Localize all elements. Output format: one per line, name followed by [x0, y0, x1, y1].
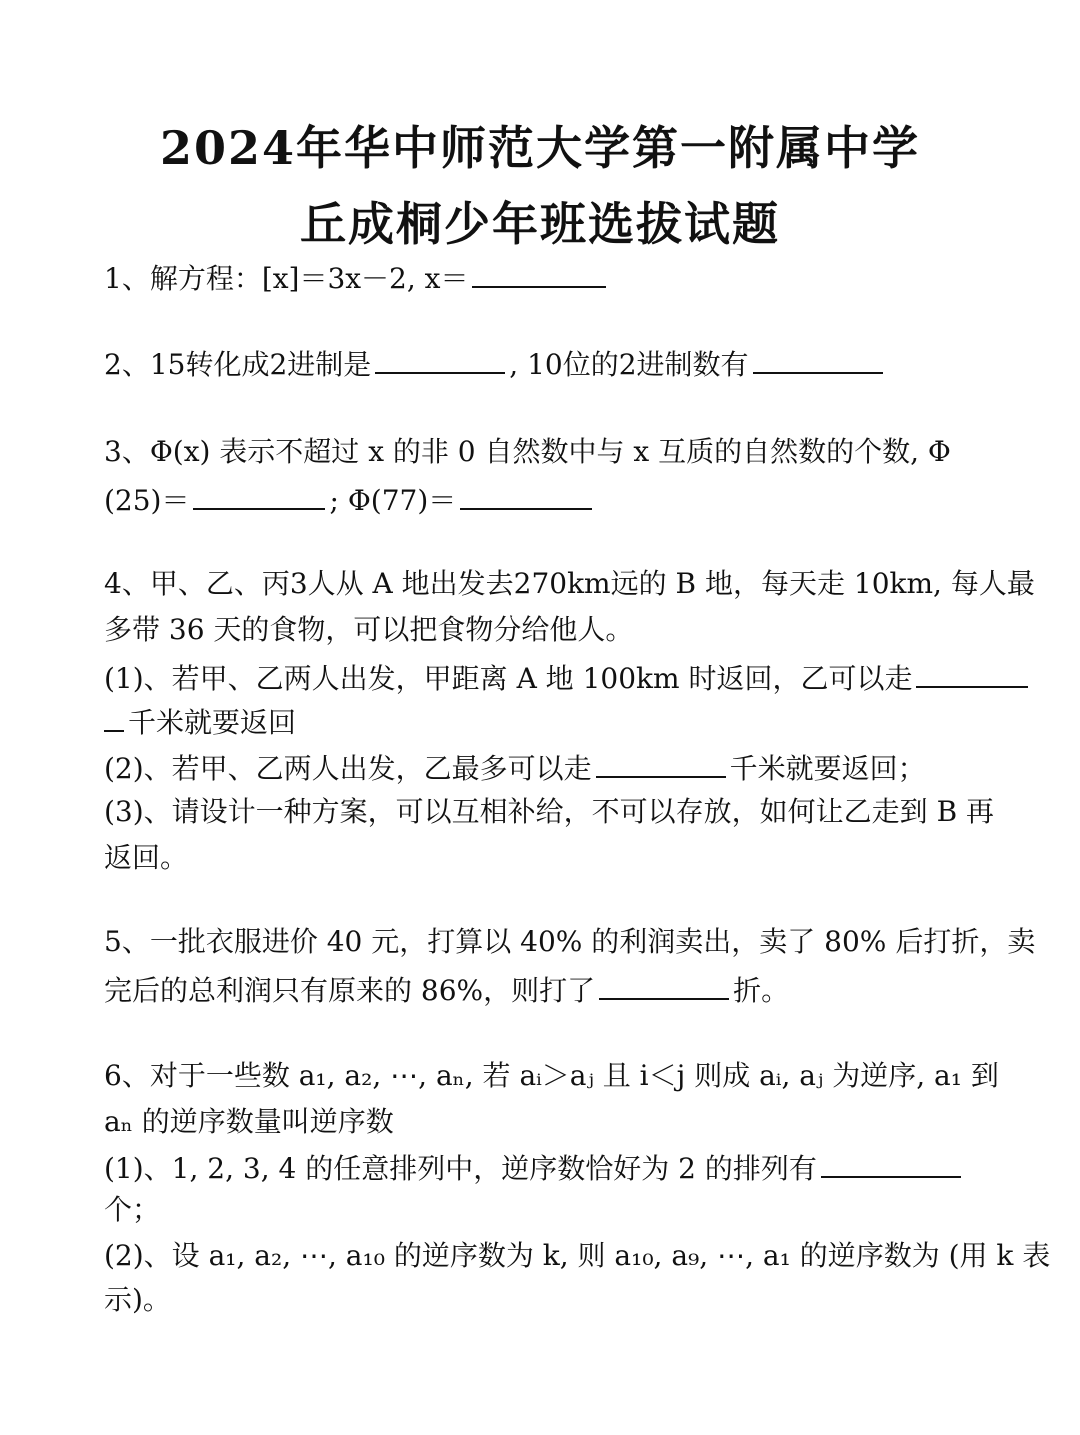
question-4-part3-line1: (3)、请设计一种方案，可以互相补给，不可以存放，如何让乙走到 B 再: [104, 795, 995, 828]
question-3-text-b: ; Φ(77)＝: [329, 484, 457, 517]
answer-blank: [753, 342, 883, 374]
exam-title-line2: 丘成桐少年班选拔试题: [300, 197, 780, 251]
question-2-text-a: 2、15转化成2进制是: [104, 348, 372, 381]
question-5-line2: [104, 968, 984, 1011]
answer-blank: [596, 746, 726, 778]
question-5-line1: 5、一批衣服进价 40 元，打算以 40% 的利润卖出，卖了 80% 后打折，卖: [104, 925, 1036, 958]
question-6-part1-line1: [104, 1146, 984, 1189]
question-2: [104, 342, 984, 385]
question-6-part2-line1: (2)、设 a₁, a₂, ⋯, a₁₀ 的逆序数为 k, 则 a₁₀, a₉, ⋯, a₁ 的逆序数为 (用 k 表: [104, 1239, 1051, 1272]
question-1-text: 1、解方程：[x]＝3x－2, x＝: [104, 262, 469, 295]
answer-blank: [472, 256, 606, 288]
question-3-text-a: (25)＝: [104, 484, 190, 517]
question-6-line1: 6、对于一些数 a₁, a₂, ⋯, aₙ, 若 aᵢ＞aⱼ 且 i＜j 则成 aᵢ, aⱼ 为逆序, a₁ 到: [104, 1059, 999, 1092]
question-4-part3-line2: 返回。: [104, 841, 189, 874]
question-2-text-b: , 10位的2进制数有: [509, 348, 749, 381]
exam-title-line1: 2024年华中师范大学第一附属中学: [159, 121, 921, 175]
question-4-part2-text-b: 千米就要返回；: [729, 752, 926, 785]
question-1: [104, 256, 984, 299]
question-4-part1-line2: [104, 700, 984, 743]
question-4-line1: 4、甲、乙、丙3人从 A 地出发去270km远的 B 地，每天走 10km, 每人最: [104, 567, 1035, 600]
answer-blank: [916, 656, 1028, 688]
answer-blank: [375, 342, 505, 374]
question-6-part1-line2: 个；: [104, 1193, 161, 1226]
question-6-part1-text-a: (1)、1, 2, 3, 4 的任意排列中，逆序数恰好为 2 的排列有: [104, 1152, 817, 1185]
question-3-line2: [104, 478, 984, 521]
answer-blank: [104, 700, 124, 732]
answer-blank: [193, 478, 325, 510]
question-5-text-b: 折。: [733, 974, 790, 1007]
question-6-line2: aₙ 的逆序数量叫逆序数: [104, 1105, 394, 1138]
answer-blank: [821, 1146, 961, 1178]
question-3-line1: 3、Φ(x) 表示不超过 x 的非 0 自然数中与 x 互质的自然数的个数, Φ: [104, 435, 951, 468]
question-5-text-a: 完后的总利润只有原来的 86%，则打了: [104, 974, 596, 1007]
question-4-part2: [104, 746, 984, 789]
question-4-part1-line1: [104, 656, 984, 699]
answer-blank: [460, 478, 592, 510]
question-4-line2: 多带 36 天的食物，可以把食物分给他人。: [104, 613, 634, 646]
question-4-part1-text-b: 千米就要返回: [128, 706, 297, 739]
question-4-part1-text-a: (1)、若甲、乙两人出发，甲距离 A 地 100km 时返回，乙可以走: [104, 662, 913, 695]
question-4-part2-text-a: (2)、若甲、乙两人出发，乙最多可以走: [104, 752, 592, 785]
question-6-part2-line2: 示)。: [104, 1283, 171, 1316]
answer-blank: [599, 968, 729, 1000]
